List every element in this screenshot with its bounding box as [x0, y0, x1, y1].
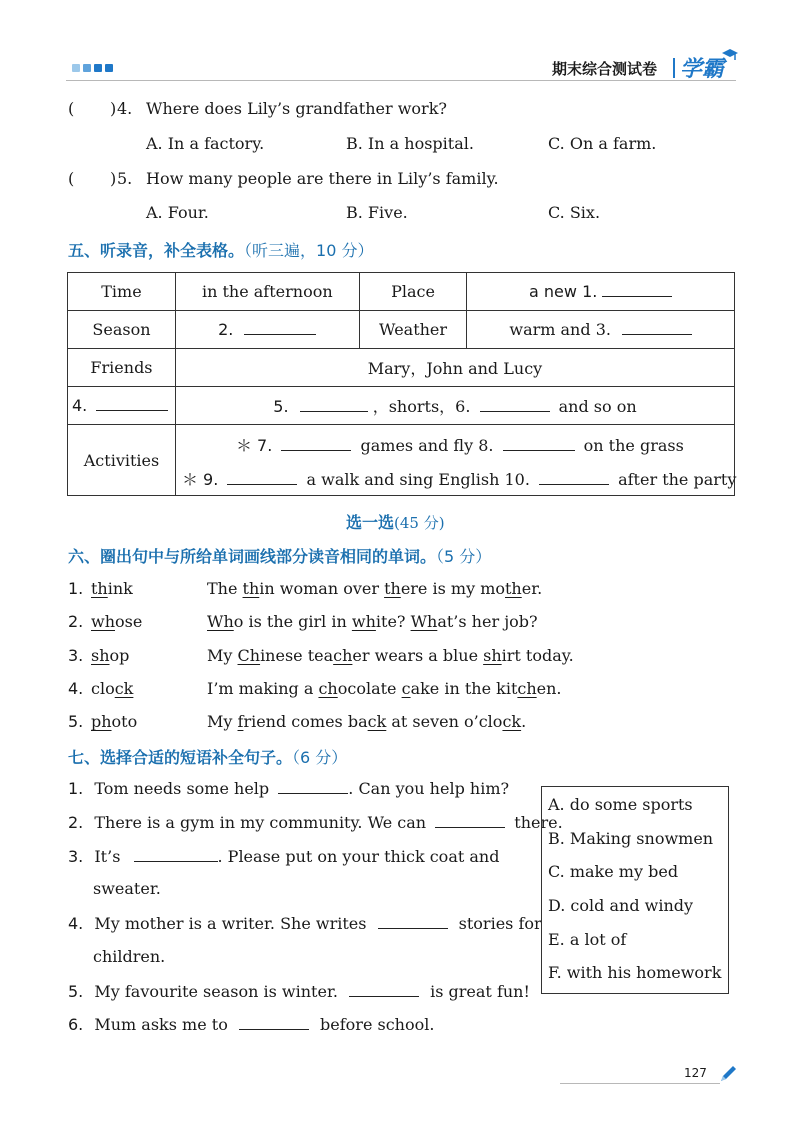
act-9-end: after the party — [618, 470, 737, 489]
s7-line-4 — [68, 914, 542, 933]
place-value: a new 1. — [529, 282, 598, 301]
word-part: ph — [91, 712, 112, 731]
section7-title-text: 七、选择合适的短语补全句子。 — [68, 748, 293, 767]
weather-cell — [467, 311, 735, 349]
section6-item — [68, 679, 562, 698]
section5-title-text: 五、听录音，补全表格。 — [68, 241, 245, 260]
answer-paren-open: ( — [68, 99, 75, 118]
option-b: B. Five. — [346, 203, 408, 222]
blank-7[interactable] — [281, 449, 351, 451]
row4-label: 4. — [72, 396, 88, 415]
section5-title — [68, 238, 373, 261]
table-row — [68, 349, 735, 387]
given-word — [91, 712, 137, 731]
act-7-mid: games and fly 8. — [360, 436, 494, 455]
act-9-label: ＊ 9. — [181, 470, 219, 489]
sentence-text: er. — [521, 579, 543, 598]
table-row — [68, 311, 735, 349]
word-part: ck — [114, 679, 134, 698]
s7-line-4-cont — [93, 947, 165, 966]
season-label: Season — [68, 311, 176, 349]
item-number: 4. — [68, 679, 84, 698]
row4-cell — [68, 387, 176, 425]
underlined-part[interactable]: th — [505, 579, 522, 598]
sentence-text: o is the girl in — [233, 612, 352, 631]
sentence — [207, 579, 542, 598]
sentence-text: at seven o’clo — [386, 712, 503, 731]
underlined-part[interactable]: ch — [517, 679, 537, 698]
blank-s7-6[interactable] — [239, 1028, 309, 1030]
answer-paren-open: ( — [68, 169, 75, 188]
section5-points: （听三遍，10 分） — [244, 241, 374, 260]
line-number: 6. — [68, 1015, 84, 1034]
question-text: Where does Lily’s grandfather work? — [146, 99, 447, 118]
blank-4[interactable] — [96, 409, 168, 411]
item-number: 1. — [68, 579, 84, 598]
question-4 — [68, 99, 447, 118]
activities-cell — [175, 425, 737, 496]
listening-form-table — [67, 272, 735, 496]
line-number: 2. — [68, 813, 84, 832]
line-post: stories for — [458, 914, 542, 933]
section6-title-text: 六、圈出句中与所给单词画线部分读音相同的单词。 — [68, 547, 437, 566]
row4-shorts: ，shorts，6. — [372, 397, 471, 416]
option-c: C. Six. — [548, 203, 601, 222]
answer-paren-close: ) — [110, 169, 117, 188]
line-post: there. — [514, 813, 563, 832]
table-row — [68, 425, 735, 496]
sentence-text: I’m making a — [207, 679, 319, 698]
s7-line-3 — [68, 847, 499, 866]
question-5 — [68, 169, 499, 188]
line-post: . Please put on your thick coat and — [217, 847, 500, 866]
blank-s7-1[interactable] — [278, 792, 348, 794]
phrase-option: E. a lot of — [548, 930, 627, 949]
option-a: A. In a factory. — [146, 134, 265, 153]
sentence — [207, 612, 538, 631]
word-part: th — [91, 579, 108, 598]
row4-end: and so on — [558, 397, 637, 416]
brand-cap-icon — [722, 48, 738, 62]
s7-line-2 — [68, 813, 563, 832]
line-number: 4. — [68, 914, 84, 933]
s7-line-3-cont — [93, 879, 161, 898]
underlined-part[interactable]: ck — [367, 712, 387, 731]
place-cell — [467, 273, 735, 311]
word-part: wh — [91, 612, 115, 631]
word-part: sh — [91, 646, 110, 665]
table-row — [68, 273, 735, 311]
blank-3[interactable] — [622, 333, 692, 335]
line-pre: children. — [93, 947, 166, 966]
blank-8[interactable] — [503, 449, 575, 451]
blank-s7-4[interactable] — [378, 927, 448, 929]
blank-1[interactable] — [602, 295, 672, 297]
blank-2[interactable] — [244, 333, 316, 335]
line-pre: Mum asks me to — [94, 1015, 228, 1034]
line-post: . Can you help him? — [348, 779, 510, 798]
part-title — [346, 510, 445, 533]
s7-line-6 — [68, 1015, 434, 1034]
footer-rule — [560, 1083, 720, 1084]
blank-6[interactable] — [480, 410, 550, 412]
time-value: in the afternoon — [175, 273, 359, 311]
underlined-part[interactable]: th — [242, 579, 260, 598]
option-c: C. On a farm. — [548, 134, 657, 153]
section6-item — [68, 612, 538, 631]
phrase-options-box — [541, 786, 729, 994]
header-divider — [673, 58, 675, 78]
sentence-text: at’s her job? — [437, 612, 538, 631]
question-number: 5. — [117, 169, 133, 188]
section7-title — [68, 745, 347, 768]
underlined-part[interactable]: ck — [502, 712, 522, 731]
act-7-end: on the grass — [583, 436, 684, 455]
line-post: is great fun! — [430, 982, 530, 1001]
line-number: 1. — [68, 779, 84, 798]
line-pre: It’s — [94, 847, 121, 866]
line-pre: Tom needs some help — [94, 779, 270, 798]
season-cell — [175, 311, 359, 349]
act-7-label: ＊ 7. — [235, 436, 273, 455]
s7-line-1 — [68, 779, 509, 798]
weather-label: Weather — [359, 311, 467, 349]
sentence-text: ere is my mo — [400, 579, 505, 598]
blank-s7-3[interactable] — [134, 860, 218, 862]
blank-10[interactable] — [539, 483, 609, 485]
activities-label: Activities — [68, 425, 176, 496]
sentence — [207, 712, 526, 731]
underlined-part[interactable]: th — [384, 579, 401, 598]
item-number: 5. — [68, 712, 84, 731]
sentence — [207, 679, 562, 698]
word-part: ink — [107, 579, 133, 598]
underlined-part[interactable]: ch — [333, 646, 353, 665]
sentence-text: ocolate — [337, 679, 402, 698]
item-number: 2. — [68, 612, 84, 631]
given-word — [91, 612, 142, 631]
underlined-part[interactable]: sh — [483, 646, 502, 665]
section6-title — [68, 544, 491, 567]
word-part: clo — [91, 679, 115, 698]
table-row — [68, 387, 735, 425]
item-number: 3. — [68, 646, 84, 665]
answer-paren-close: ) — [110, 99, 117, 118]
exam-title: 期末综合测试卷 — [552, 60, 658, 78]
friends-label: Friends — [68, 349, 176, 387]
given-word — [91, 679, 133, 698]
sentence-text: en. — [536, 679, 562, 698]
page-number: 127 — [684, 1066, 707, 1080]
friends-value: Mary，John and Lucy — [175, 349, 734, 387]
sentence-text: riend comes ba — [243, 712, 368, 731]
sentence-text: inese tea — [260, 646, 334, 665]
sentence-text: ite? — [375, 612, 411, 631]
sentence-text: er wears a blue — [352, 646, 484, 665]
option-a: A. Four. — [146, 203, 209, 222]
given-word — [91, 579, 133, 598]
underlined-part[interactable]: Wh — [207, 612, 234, 631]
blank-s7-2[interactable] — [435, 826, 505, 828]
sentence-text: My — [207, 646, 238, 665]
section7-points: （6 分） — [292, 748, 348, 767]
s7-line-5 — [68, 982, 530, 1001]
line-post: before school. — [320, 1015, 435, 1034]
line-pre: My mother is a writer. She writes — [94, 914, 367, 933]
underlined-part[interactable]: c — [401, 679, 411, 698]
phrase-option: C. make my bed — [548, 862, 679, 881]
underlined-part[interactable]: Ch — [237, 646, 261, 665]
word-part: ose — [115, 612, 143, 631]
season-value: 2. — [218, 320, 234, 339]
activity-line-7 — [236, 433, 684, 456]
line-pre: There is a gym in my community. We can — [94, 813, 427, 832]
pencil-icon — [718, 1064, 738, 1084]
header-rule — [66, 80, 736, 81]
underlined-part[interactable]: wh — [351, 612, 376, 631]
phrase-option: B. Making snowmen — [548, 829, 714, 848]
word-part: op — [109, 646, 130, 665]
sentence-text: The — [207, 579, 243, 598]
part-points: (45 分) — [394, 514, 445, 532]
row4-five: 5. — [273, 397, 289, 416]
line-pre: My favourite season is winter. — [94, 982, 338, 1001]
question-text: How many people are there in Lily’s family. — [146, 169, 499, 188]
section6-item — [68, 579, 543, 598]
sentence-text: My — [207, 712, 238, 731]
phrase-option: D. cold and windy — [548, 896, 694, 915]
line-number: 3. — [68, 847, 84, 866]
activity-line-9 — [182, 467, 736, 490]
question-number: 4. — [117, 99, 133, 118]
line-number: 5. — [68, 982, 84, 1001]
line-pre: sweater. — [93, 879, 161, 898]
brand-logo: 学霸 — [680, 57, 725, 82]
part-title-text: 选一选 — [346, 513, 395, 532]
weather-value: warm and 3. — [509, 320, 611, 339]
underlined-part[interactable]: Wh — [410, 612, 438, 631]
blank-s7-5[interactable] — [349, 995, 419, 997]
phrase-option: F. with his homework — [548, 963, 722, 982]
sentence-text: in woman over — [259, 579, 385, 598]
underlined-part[interactable]: ch — [318, 679, 338, 698]
time-label: Time — [68, 273, 176, 311]
sentence — [207, 646, 574, 665]
place-label: Place — [359, 273, 467, 311]
underlined-part[interactable]: f — [237, 712, 244, 731]
sentence-text: . — [521, 712, 527, 731]
option-b: B. In a hospital. — [346, 134, 474, 153]
given-word — [91, 646, 129, 665]
sentence-text: irt today. — [501, 646, 574, 665]
word-part: oto — [111, 712, 138, 731]
section6-item — [68, 646, 574, 665]
sentence-text: ake in the kit — [410, 679, 518, 698]
act-9-mid: a walk and sing English 10. — [306, 470, 530, 489]
phrase-option: A. do some sports — [548, 795, 693, 814]
blank-5[interactable] — [300, 410, 368, 412]
section6-item — [68, 712, 527, 731]
section6-points: （5 分） — [436, 547, 492, 566]
clothes-cell — [175, 387, 734, 425]
blank-9[interactable] — [227, 483, 297, 485]
